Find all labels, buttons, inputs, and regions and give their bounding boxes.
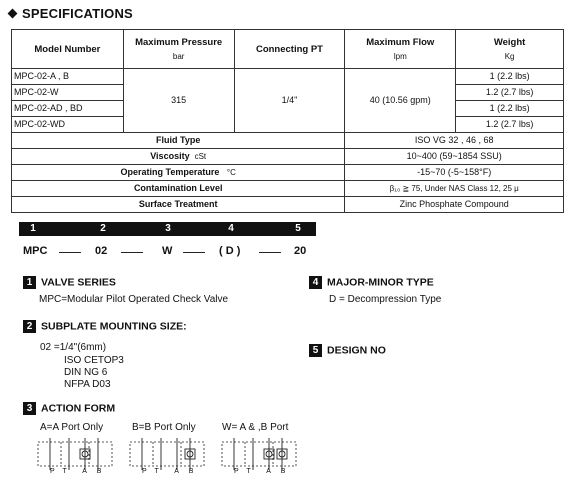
header-pressure: Maximum Pressure bar xyxy=(123,30,234,69)
action-label-a: A=A Port Only xyxy=(40,422,104,433)
header-flow: Maximum Flow lpm xyxy=(345,30,456,69)
subplate-line: ISO CETOP3 xyxy=(64,355,124,366)
major-minor-text: D = Decompression Type xyxy=(329,294,442,305)
code-number: 2 xyxy=(100,223,106,234)
code-part: 02 xyxy=(95,245,108,257)
temperature-value: -15~70 (-5~158°F) xyxy=(345,165,564,181)
surface-label: Surface Treatment xyxy=(12,197,345,213)
pressure-cell: 315 xyxy=(123,69,234,133)
model-cell: MPC-02-AD , BD xyxy=(12,101,124,117)
code-part: 20 xyxy=(294,245,307,257)
action-label-b: B=B Port Only xyxy=(132,422,196,433)
table-row xyxy=(12,69,564,85)
code-part: MPC xyxy=(23,245,48,257)
subplate-line: DIN NG 6 xyxy=(64,367,108,378)
code-number: 5 xyxy=(295,223,301,234)
temperature-label-cell: Operating Temperature °C xyxy=(12,165,345,181)
code-dash xyxy=(59,252,81,253)
weight-cell: 1.2 (2.7 lbs) xyxy=(456,117,564,133)
code-dash xyxy=(259,252,281,253)
page-title: SPECIFICATIONS xyxy=(9,6,133,21)
surface-value: Zinc Phosphate Compound xyxy=(345,197,564,213)
weight-cell: 1.2 (2.7 lbs) xyxy=(456,85,564,101)
code-number: 4 xyxy=(228,223,234,234)
header-model: Model Number xyxy=(12,30,124,69)
action-label-w: W= A & ,B Port xyxy=(222,422,289,433)
code-part: ( D ) xyxy=(219,245,241,257)
section-design-no: 5 DESIGN NO xyxy=(309,344,386,357)
port-labels-w: P T A B xyxy=(234,468,286,475)
code-number: 3 xyxy=(165,223,171,234)
section-subplate: 2 SUBPLATE MOUNTING SIZE: xyxy=(23,320,187,333)
viscosity-label-cell: Viscosity cSt xyxy=(12,149,345,165)
code-part: W xyxy=(162,245,173,257)
viscosity-value: 10~400 (59~1854 SSU) xyxy=(345,149,564,165)
code-number: 1 xyxy=(30,223,36,234)
section-valve-series: 1 VALVE SERIES xyxy=(23,276,116,289)
table-row xyxy=(12,197,564,213)
code-dash xyxy=(183,252,205,253)
diamond-icon xyxy=(8,9,18,19)
code-number-bar xyxy=(19,222,316,236)
subplate-line: NFPA D03 xyxy=(64,379,111,390)
weight-cell: 1 (2.2 lbs) xyxy=(456,69,564,85)
specifications-table xyxy=(11,29,564,213)
header-connecting: Connecting PT xyxy=(234,30,345,69)
contamination-value: β₁₀ ≧ 75, Under NAS Class 12, 25 μ xyxy=(345,181,564,197)
table-row xyxy=(12,133,564,149)
valve-series-text: MPC=Modular Pilot Operated Check Valve xyxy=(39,294,229,305)
fluid-value: ISO VG 32 , 46 , 68 xyxy=(345,133,564,149)
model-cell: MPC-02-W xyxy=(12,85,124,101)
port-labels-a: P T A B xyxy=(50,468,102,475)
model-cell: MPC-02-A , B xyxy=(12,69,124,85)
code-dash xyxy=(121,252,143,253)
flow-cell: 40 (10.56 gpm) xyxy=(345,69,456,133)
model-cell: MPC-02-WD xyxy=(12,117,124,133)
section-action-form: 3 ACTION FORM xyxy=(23,402,115,415)
table-row xyxy=(12,165,564,181)
model-code xyxy=(19,222,319,268)
header-weight: Weight Kg xyxy=(456,30,564,69)
section-major-minor: 4 MAJOR-MINOR TYPE xyxy=(309,276,434,289)
weight-cell: 1 (2.2 lbs) xyxy=(456,101,564,117)
port-labels-b: P T A B xyxy=(142,468,194,475)
table-header-row xyxy=(12,30,564,69)
fluid-label: Fluid Type xyxy=(12,133,345,149)
contamination-label: Contamination Level xyxy=(12,181,345,197)
table-row xyxy=(12,149,564,165)
connecting-cell: 1/4" xyxy=(234,69,345,133)
table-row xyxy=(12,181,564,197)
subplate-line: 02 =1/4"(6mm) xyxy=(40,342,107,353)
